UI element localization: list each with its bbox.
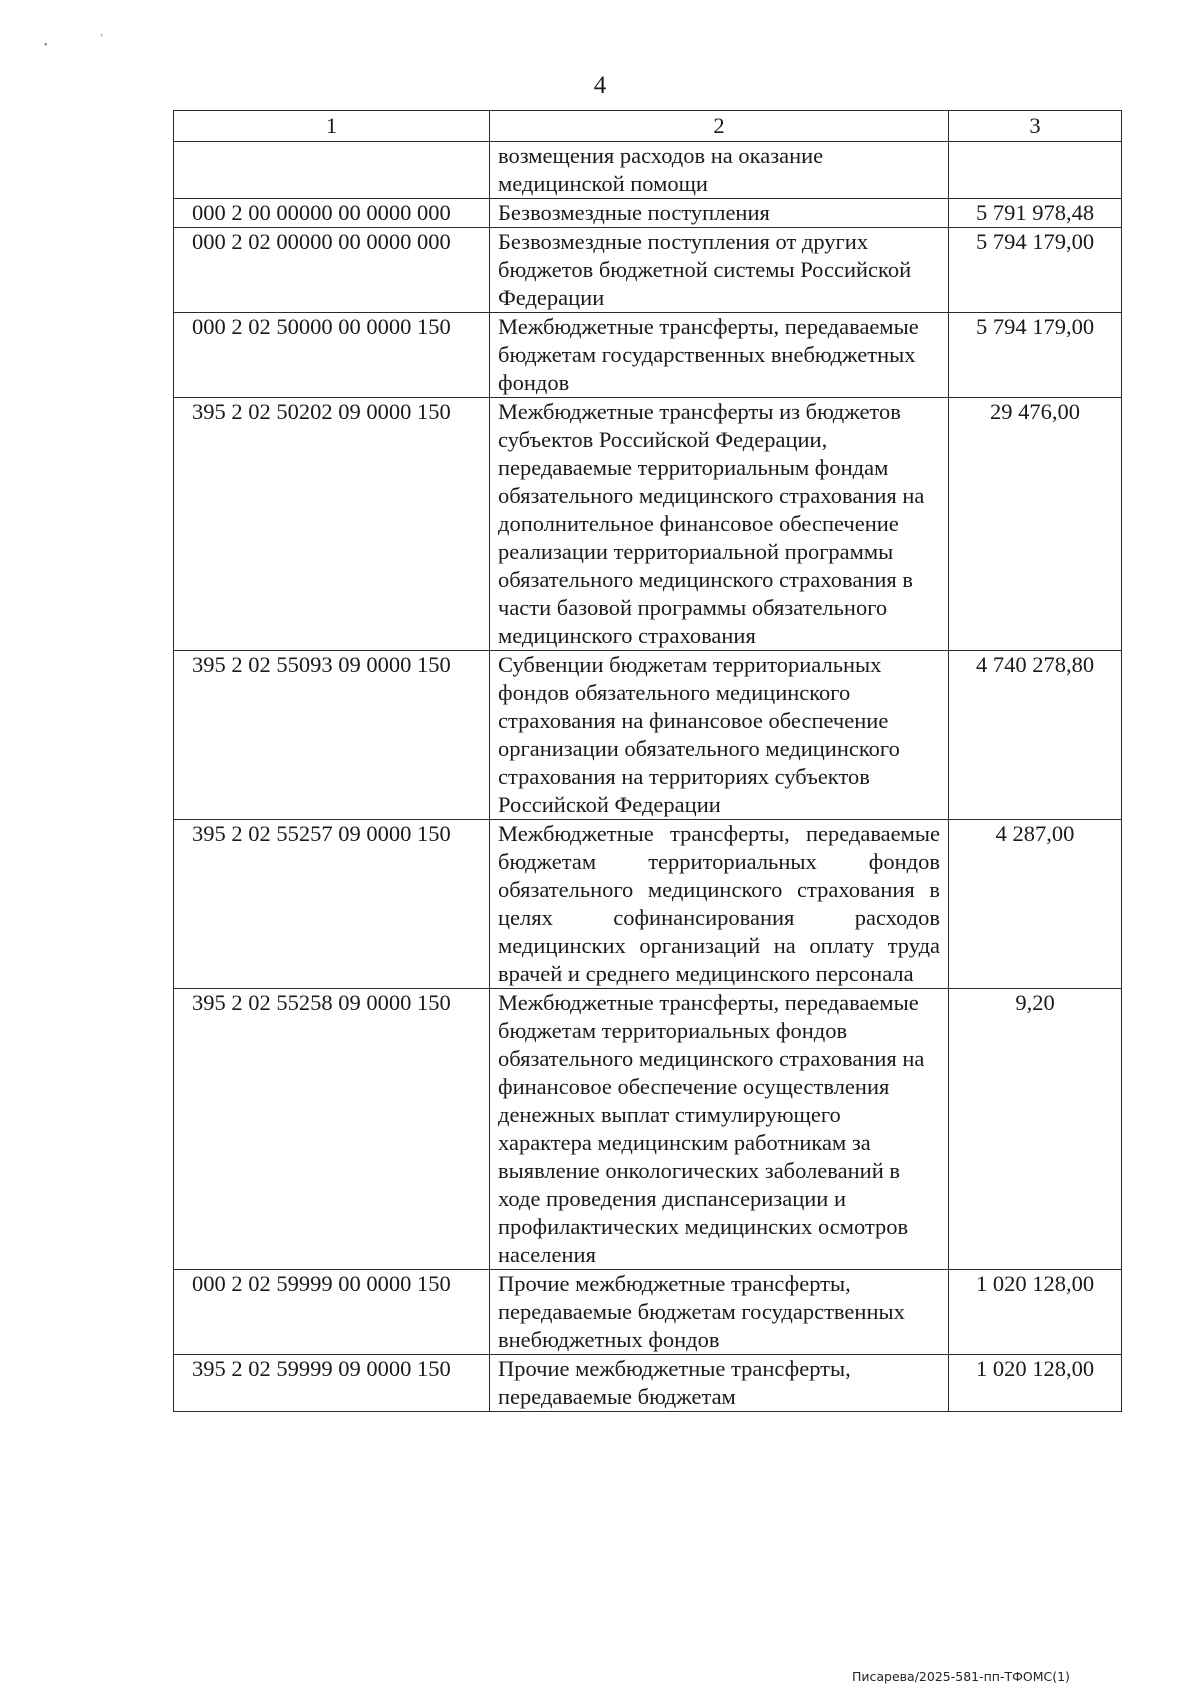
amount-cell: 1 020 128,00	[949, 1355, 1122, 1412]
revenue-name-cell: Безвозмездные поступления от других бюджетов бюджетной системы Российской Федерации	[490, 228, 949, 313]
column-header: 2	[490, 111, 949, 142]
budget-code-cell: 000 2 02 00000 00 0000 000	[174, 228, 490, 313]
revenue-name-cell: Прочие межбюджетные трансферты, передаваемые бюджетам государственных внебюджетных фондов	[490, 1270, 949, 1355]
revenue-name-cell: Субвенции бюджетам территориальных фондов обязательного медицинского страхования на финансовое обеспечение организации обязательного медицинского страхования на территориях субъектов Российской Федерации	[490, 651, 949, 820]
amount-cell	[949, 142, 1122, 199]
table-row	[174, 1355, 1122, 1412]
amount-cell: 4 287,00	[949, 820, 1122, 989]
scan-speck: ʼ	[100, 33, 104, 44]
table-row	[174, 398, 1122, 651]
table-row	[174, 313, 1122, 398]
table-row	[174, 142, 1122, 199]
table-row	[174, 651, 1122, 820]
amount-cell: 5 794 179,00	[949, 228, 1122, 313]
budget-code-cell: 000 2 00 00000 00 0000 000	[174, 199, 490, 228]
table-row	[174, 1270, 1122, 1355]
column-header: 1	[174, 111, 490, 142]
budget-code-cell: 395 2 02 59999 09 0000 150	[174, 1355, 490, 1412]
column-header: 3	[949, 111, 1122, 142]
revenue-name-cell: возмещения расходов на оказание медицинской помощи	[490, 142, 949, 199]
amount-cell: 5 794 179,00	[949, 313, 1122, 398]
table-header-row	[174, 111, 1122, 142]
revenue-name-cell: Прочие межбюджетные трансферты, передаваемые бюджетам	[490, 1355, 949, 1412]
document-reference: Писарева/2025-581-пп-ТФОМС(1)	[852, 1669, 1070, 1684]
budget-code-cell	[174, 142, 490, 199]
amount-cell: 4 740 278,80	[949, 651, 1122, 820]
amount-cell: 9,20	[949, 989, 1122, 1270]
revenue-name-cell: Межбюджетные трансферты, передаваемые бюджетам территориальных фондов обязательного медицинского страхования на финансовое обеспечение осуществления денежных выплат стимулирующего характера медицинским работникам за выявление онкологических заболеваний в ходе проведения диспансеризации и профилактических медицинских осмотров населения	[490, 989, 949, 1270]
page-number: 4	[593, 72, 607, 99]
revenue-name-cell: Межбюджетные трансферты из бюджетов субъектов Российской Федерации, передаваемые территориальным фондам обязательного медицинского страхования на дополнительное финансовое обеспечение реализации территориальной программы обязательного медицинского страхования в части базовой программы обязательного медицинского страхования	[490, 398, 949, 651]
table-row	[174, 820, 1122, 989]
budget-code-cell: 395 2 02 55257 09 0000 150	[174, 820, 490, 989]
amount-cell: 5 791 978,48	[949, 199, 1122, 228]
budget-code-cell: 395 2 02 50202 09 0000 150	[174, 398, 490, 651]
amount-cell: 29 476,00	[949, 398, 1122, 651]
budget-code-cell: 395 2 02 55258 09 0000 150	[174, 989, 490, 1270]
revenue-table	[173, 110, 1122, 1412]
revenue-name-cell: Межбюджетные трансферты, передаваемые бюджетам государственных внебюджетных фондов	[490, 313, 949, 398]
budget-code-cell: 000 2 02 50000 00 0000 150	[174, 313, 490, 398]
table-row	[174, 199, 1122, 228]
budget-code-cell: 000 2 02 59999 00 0000 150	[174, 1270, 490, 1355]
scan-speck: •	[44, 40, 48, 51]
revenue-name-cell: Безвозмездные поступления	[490, 199, 949, 228]
table-row	[174, 228, 1122, 313]
amount-cell: 1 020 128,00	[949, 1270, 1122, 1355]
revenue-name-cell: Межбюджетные трансферты, передаваемые бюджетам территориальных фондов обязательного медицинского страхования в целях софинансирования расходов медицинских организаций на оплату труда врачей и среднего медицинского персонала	[490, 820, 949, 989]
table-row	[174, 989, 1122, 1270]
budget-code-cell: 395 2 02 55093 09 0000 150	[174, 651, 490, 820]
